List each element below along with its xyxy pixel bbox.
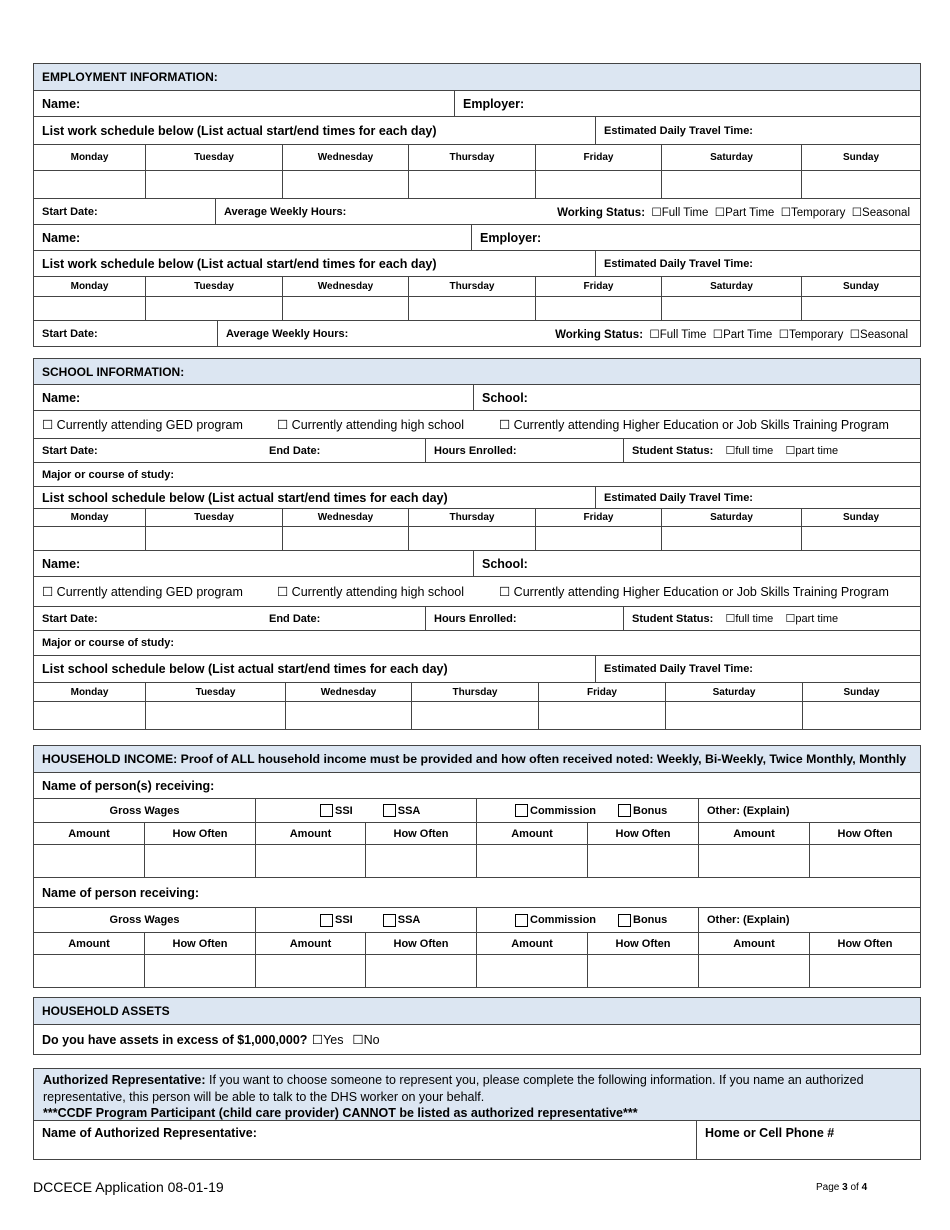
part-time-checkbox[interactable]: ☐part time [785, 613, 839, 625]
assets-question: Do you have assets in excess of $1,000,000? [42, 1032, 308, 1047]
travel-time-field[interactable]: Estimated Daily Travel Time: [604, 124, 753, 137]
page-number: Page 3 of 4 [816, 1182, 868, 1193]
schedule-cell[interactable] [412, 702, 539, 729]
amount-cell[interactable] [256, 955, 366, 987]
how-often-cell[interactable] [588, 845, 699, 877]
seasonal-checkbox[interactable]: ☐Seasonal [851, 206, 910, 219]
school-header [34, 359, 920, 385]
travel-time-field[interactable]: Estimated Daily Travel Time: [604, 491, 753, 504]
days-header-row: Monday Tuesday Wednesday Thursday Friday Saturday Sunday [34, 509, 920, 527]
school-schedule-label: List school schedule below (List actual start/end times for each day) [34, 487, 596, 508]
schedule-cell[interactable] [536, 297, 662, 320]
days-header-row: Monday Tuesday Wednesday Thursday Friday Saturday Sunday [34, 145, 920, 171]
school-schedule-label: List school schedule below (List actual start/end times for each day) [34, 656, 596, 682]
form-id: DCCECE Application 08-01-19 [33, 1179, 224, 1195]
days-header-row: Monday Tuesday Wednesday Thursday Friday Saturday Sunday [34, 683, 920, 702]
full-time-checkbox[interactable]: ☐full time [725, 445, 774, 457]
higher-ed-checkbox[interactable]: ☐ Currently attending Higher Education or Job Skills Training Program [499, 585, 889, 599]
amount-cell[interactable] [477, 955, 588, 987]
schedule-cell[interactable] [662, 527, 802, 550]
section-title: HOUSEHOLD INCOME: Proof of ALL household income must be provided and how often received noted: Weekly, Bi-Weekly, Twice Monthly, Monthly [42, 752, 907, 766]
travel-time-field[interactable]: Estimated Daily Travel Time: [604, 663, 753, 675]
full-time-checkbox[interactable]: ☐Full Time [649, 328, 707, 341]
ssi-checkbox[interactable] [320, 804, 333, 817]
schedule-input-row [34, 297, 920, 321]
income-recipient-field[interactable]: Name of person receiving: [34, 878, 920, 908]
schedule-cell[interactable] [34, 702, 146, 729]
amount-header-row: Amount How Often Amount How Often Amount How Often Amount How Often [34, 823, 920, 845]
schedule-cell[interactable] [409, 297, 536, 320]
schedule-cell[interactable] [283, 171, 409, 198]
employer-field[interactable]: Employer: [463, 96, 525, 111]
ged-checkbox[interactable]: ☐ Currently attending GED program [42, 418, 243, 432]
schedule-cell[interactable] [146, 171, 283, 198]
amount-cell[interactable] [34, 845, 145, 877]
full-time-checkbox[interactable]: ☐Full Time [651, 206, 709, 219]
employee-name-field[interactable]: Name: [34, 225, 472, 250]
end-date-field[interactable]: End Date: [269, 612, 321, 625]
how-often-cell[interactable] [810, 845, 920, 877]
assets-section [33, 997, 921, 1055]
rep-section [33, 1068, 921, 1160]
schedule-cell[interactable] [536, 171, 662, 198]
ssa-checkbox[interactable] [383, 914, 396, 927]
schedule-input-row [34, 702, 920, 729]
how-often-cell[interactable] [145, 955, 256, 987]
employment-section [33, 63, 921, 347]
schedule-cell[interactable] [409, 527, 536, 550]
working-status-label: Working Status: [557, 206, 646, 219]
high-school-checkbox[interactable]: ☐ Currently attending high school [277, 418, 465, 432]
part-time-checkbox[interactable]: ☐Part Time [714, 206, 775, 219]
temporary-checkbox[interactable]: ☐Temporary [778, 328, 844, 341]
schedule-cell[interactable] [409, 171, 536, 198]
schedule-cell[interactable] [803, 702, 920, 729]
amount-input-row [34, 955, 920, 987]
employee-name-field[interactable]: Name: [34, 91, 455, 116]
assets-no-checkbox[interactable]: ☐No [352, 1033, 380, 1047]
student-name-field[interactable]: Name: [34, 385, 474, 410]
end-date-field[interactable]: End Date: [269, 444, 321, 457]
income-recipient-field[interactable]: Name of person(s) receiving: [34, 773, 920, 799]
travel-time-field[interactable]: Estimated Daily Travel Time: [604, 257, 753, 270]
schedule-cell[interactable] [146, 527, 283, 550]
income-section [33, 745, 921, 988]
school-field[interactable]: School: [482, 390, 528, 405]
student-name-field[interactable]: Name: [34, 551, 474, 576]
schedule-cell[interactable] [34, 527, 146, 550]
schedule-input-row [34, 171, 920, 199]
ssa-checkbox[interactable] [383, 804, 396, 817]
amount-header-row: Amount How Often Amount How Often Amount How Often Amount How Often [34, 933, 920, 955]
school-section [33, 358, 921, 730]
working-status-label: Working Status: [555, 328, 644, 341]
work-schedule-label: List work schedule below (List actual start/end times for each day) [34, 251, 596, 276]
commission-checkbox[interactable] [515, 914, 528, 927]
how-often-cell[interactable] [366, 955, 477, 987]
student-status-label: Student Status: [632, 612, 714, 625]
assets-yes-checkbox[interactable]: ☐Yes [311, 1033, 344, 1047]
schedule-cell[interactable] [666, 702, 803, 729]
work-schedule-label: List work schedule below (List actual start/end times for each day) [34, 117, 596, 144]
hours-enrolled-field[interactable]: Hours Enrolled: [426, 439, 624, 462]
bonus-checkbox[interactable] [618, 914, 631, 927]
amount-cell[interactable] [477, 845, 588, 877]
schedule-cell[interactable] [283, 297, 409, 320]
section-title: SCHOOL INFORMATION: [42, 364, 185, 379]
section-title: HOUSEHOLD ASSETS [42, 1004, 170, 1018]
rep-title: Authorized Representative: [43, 1073, 206, 1087]
avg-hours-field[interactable]: Average Weekly Hours: [224, 205, 347, 218]
section-title: EMPLOYMENT INFORMATION: [42, 70, 218, 84]
student-status-label: Student Status: [632, 444, 714, 457]
bonus-checkbox[interactable] [618, 804, 631, 817]
major-field[interactable]: Major or course of study: [34, 631, 920, 656]
assets-question-row [34, 1025, 920, 1054]
schedule-cell[interactable] [662, 297, 802, 320]
schedule-cell[interactable] [286, 702, 412, 729]
rep-name-field[interactable]: Name of Authorized Representative: [34, 1121, 697, 1159]
schedule-cell[interactable] [802, 297, 920, 320]
avg-hours-field[interactable]: Average Weekly Hours: [226, 327, 349, 340]
schedule-cell[interactable] [146, 297, 283, 320]
amount-cell[interactable] [256, 845, 366, 877]
amount-cell[interactable] [34, 955, 145, 987]
high-school-checkbox[interactable]: ☐ Currently attending high school [277, 585, 465, 599]
ged-checkbox[interactable]: ☐ Currently attending GED program [42, 585, 243, 599]
schedule-cell[interactable] [802, 527, 920, 550]
seasonal-checkbox[interactable]: ☐Seasonal [849, 328, 908, 341]
how-often-cell[interactable] [145, 845, 256, 877]
schedule-cell[interactable] [146, 702, 286, 729]
full-time-checkbox[interactable]: ☐full time [725, 613, 774, 625]
school-field[interactable]: School: [482, 556, 528, 571]
start-date-field[interactable]: Start Date: [34, 321, 218, 346]
start-date-field[interactable]: Start Date: [42, 612, 98, 625]
schedule-cell[interactable] [802, 171, 920, 198]
income-types-row: Gross Wages SSI SSA Commission Bonus Other: (Explain) [34, 908, 920, 933]
rep-phone-field[interactable]: Home or Cell Phone # [705, 1126, 835, 1140]
part-time-checkbox[interactable]: ☐Part Time [712, 328, 773, 341]
how-often-cell[interactable] [588, 955, 699, 987]
days-header-row: Monday Tuesday Wednesday Thursday Friday Saturday Sunday [34, 277, 920, 297]
rep-warning: ***CCDF Program Participant (child care provider) CANNOT be listed as authorized representative*** [43, 1106, 638, 1120]
income-header [34, 746, 920, 773]
amount-input-row [34, 845, 920, 878]
rep-description: If you want to choose someone to represent you, please complete the following information. If you name an authorized representative, this person will be able to talk to the DHS worker on your behalf. [43, 1073, 864, 1104]
schedule-cell[interactable] [662, 171, 802, 198]
assets-header [34, 998, 920, 1025]
other-income-field[interactable]: Other: (Explain) [707, 914, 790, 926]
temporary-checkbox[interactable]: ☐Temporary [780, 206, 846, 219]
schedule-cell[interactable] [34, 297, 146, 320]
employer-field[interactable]: Employer: [480, 230, 542, 245]
income-types-row: Gross Wages SSI SSA Commission Bonus Other: (Explain) [34, 799, 920, 823]
schedule-cell[interactable] [34, 171, 146, 198]
other-income-field[interactable]: Other: (Explain) [707, 804, 790, 817]
schedule-cell[interactable] [283, 527, 409, 550]
schedule-input-row [34, 527, 920, 551]
schedule-cell[interactable] [536, 527, 662, 550]
program-options-row [34, 577, 920, 607]
commission-checkbox[interactable] [515, 804, 528, 817]
higher-ed-checkbox[interactable]: ☐ Currently attending Higher Education or Job Skills Training Program [499, 418, 889, 432]
amount-cell[interactable] [699, 955, 810, 987]
schedule-cell[interactable] [539, 702, 666, 729]
how-often-cell[interactable] [810, 955, 920, 987]
major-field[interactable]: Major or course of study: [34, 463, 920, 487]
how-often-cell[interactable] [366, 845, 477, 877]
employment-header [34, 64, 920, 91]
rep-info [34, 1069, 920, 1121]
start-date-field[interactable]: Start Date: [34, 199, 216, 224]
start-date-field[interactable]: Start Date: [42, 444, 98, 457]
ssi-checkbox[interactable] [320, 914, 333, 927]
program-options-row [34, 411, 920, 439]
amount-cell[interactable] [699, 845, 810, 877]
part-time-checkbox[interactable]: ☐part time [785, 445, 839, 457]
hours-enrolled-field[interactable]: Hours Enrolled: [426, 607, 624, 630]
